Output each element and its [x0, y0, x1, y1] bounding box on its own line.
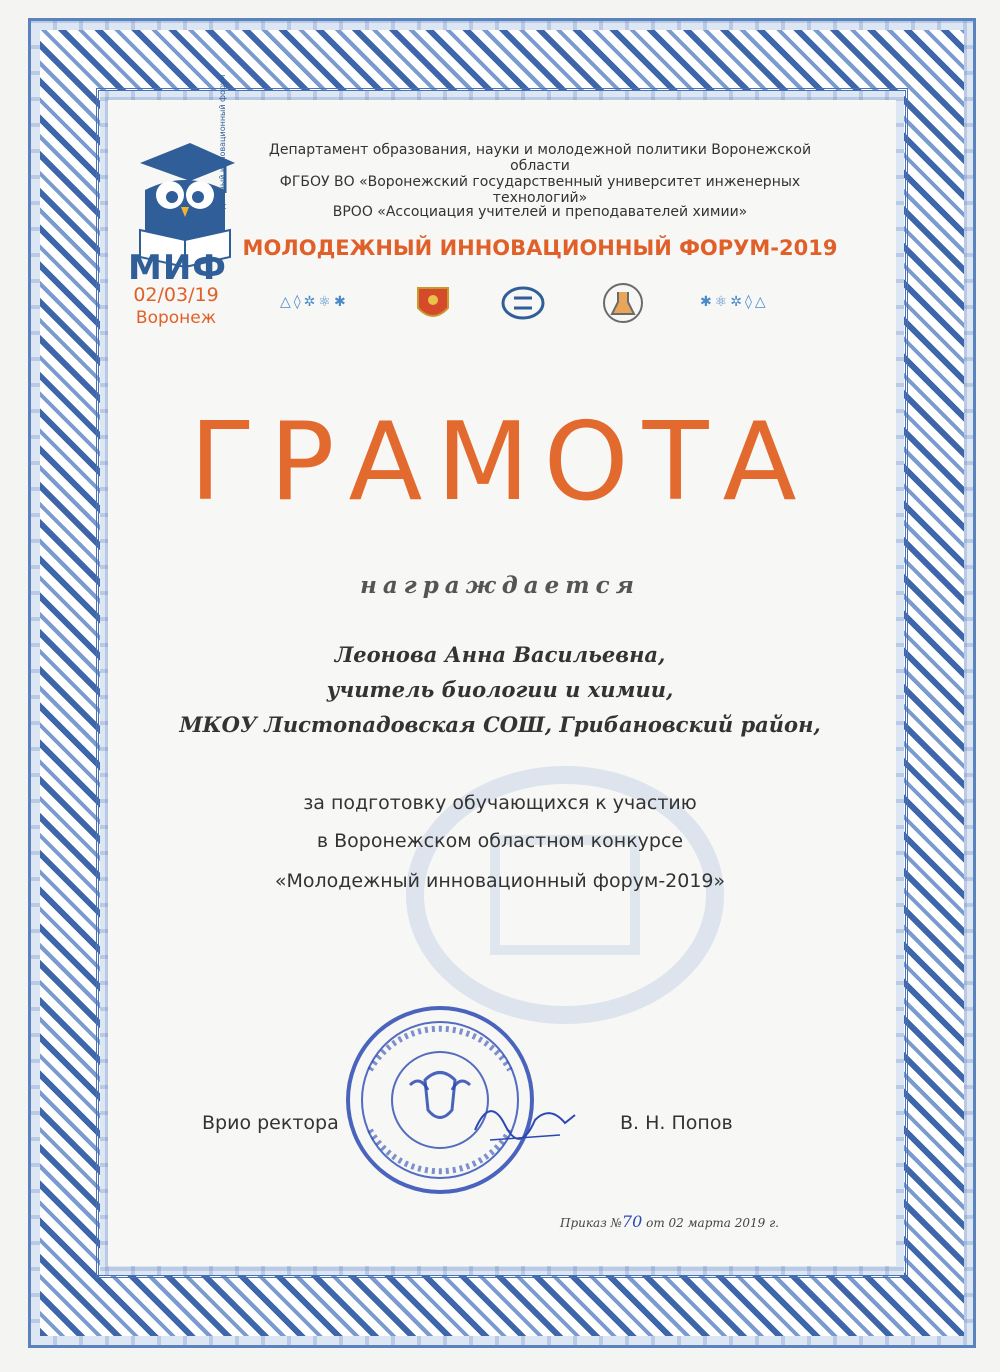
logo-city: Воронеж	[135, 308, 217, 328]
emblems-row	[280, 280, 800, 326]
logo-date: 02/03/19	[133, 284, 219, 306]
reason-line-3: «Молодежный инновационный форум-2019»	[274, 870, 726, 892]
certificate-title: ГРАМОТА	[189, 400, 811, 525]
logo-vertical-caption: молодежный инновационный форум	[218, 74, 227, 230]
signatory-name: В. Н. Попов	[620, 1112, 733, 1134]
recipient-organization: МКОУ Листопадовская СОШ, Грибановский район,	[179, 712, 821, 737]
reason-line-1: за подготовку обучающихся к участию	[303, 792, 697, 814]
awarded-label: награждается	[360, 572, 640, 599]
order-reference	[560, 1212, 779, 1231]
region-coat-of-arms-icon	[410, 280, 456, 326]
rector-signature	[470, 1085, 580, 1155]
header-association: ВРОО «Ассоциация учителей и преподавателей химии»	[332, 204, 748, 220]
forum-title: МОЛОДЕЖНЫЙ ИННОВАЦИОННЫЙ ФОРУМ-2019	[242, 236, 838, 260]
order-number: 70	[621, 1212, 643, 1231]
logo-abbr: МИФ	[128, 248, 228, 288]
header-department: Департамент образования, науки и молодежной политики Воронежской области	[268, 142, 812, 174]
university-logo-icon	[500, 280, 546, 326]
recipient-position: учитель биологии и химии,	[326, 677, 674, 702]
order-date: от 02 марта 2019 г.	[646, 1216, 779, 1230]
science-icons-left: △◊✲⚛✱	[280, 294, 349, 310]
science-icons-right: ✱⚛✲◊△	[700, 294, 769, 310]
header-university: ФГБОУ ВО «Воронежский государственный университет инженерных технологий»	[279, 174, 801, 206]
recipient-name: Леонова Анна Васильевна,	[334, 642, 666, 667]
reason-line-2: в Воронежском областном конкурсе	[316, 830, 684, 852]
order-prefix: Приказ №	[560, 1216, 622, 1230]
chemistry-association-icon	[600, 280, 646, 326]
signatory-position: Врио ректора	[202, 1112, 339, 1134]
